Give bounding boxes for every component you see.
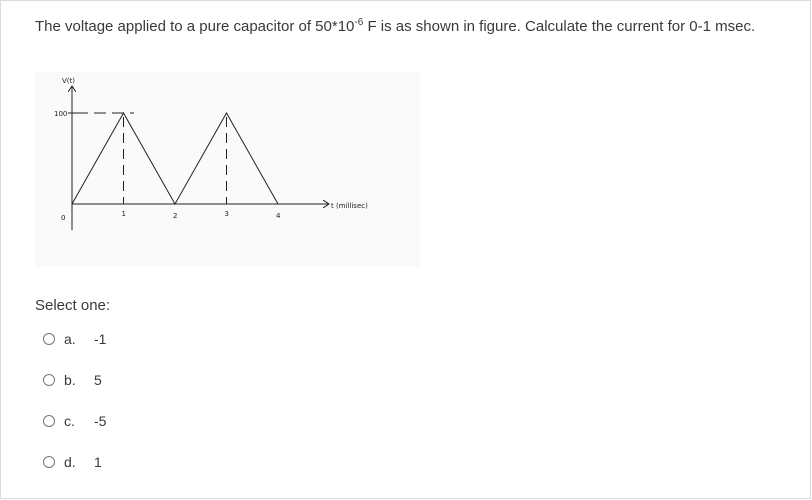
option-b[interactable]	[43, 370, 102, 390]
waveform-svg	[35, 72, 420, 267]
radio-icon[interactable]	[43, 374, 55, 386]
option-b-letter: b.	[64, 372, 76, 388]
question-text-end: F is as shown in figure. Calculate the current for 0-1 msec.	[363, 18, 756, 35]
radio-icon[interactable]	[43, 333, 55, 345]
question-exponent: -6	[354, 17, 364, 28]
question-text	[35, 13, 775, 40]
voltage-waveform-line	[72, 113, 278, 204]
x-tick-labels	[122, 210, 282, 220]
option-c-letter: c.	[64, 413, 75, 429]
select-one-label: Select one:	[35, 297, 111, 314]
y-axis-label: V(t)	[62, 77, 75, 85]
radio-icon[interactable]	[43, 456, 55, 468]
x-tick-label: 3	[224, 210, 229, 218]
x-tick-label: 4	[276, 212, 281, 220]
origin-label: 0	[61, 214, 66, 222]
option-d-value: 1	[94, 454, 102, 470]
option-c[interactable]	[43, 411, 106, 431]
option-a-value: -1	[94, 331, 107, 347]
question-text-start: The voltage applied to a pure capacitor of 50*10	[35, 18, 355, 35]
option-a[interactable]	[43, 329, 106, 349]
option-a-letter: a.	[64, 331, 76, 347]
x-tick-label: 2	[173, 212, 178, 220]
x-tick-label: 1	[121, 210, 126, 218]
radio-icon[interactable]	[43, 415, 55, 427]
option-b-value: 5	[94, 372, 102, 388]
y-tick-label-100: 100	[54, 110, 68, 118]
voltage-waveform-figure	[35, 72, 420, 267]
option-d[interactable]	[43, 452, 102, 472]
x-axis-label: t (millisec)	[331, 202, 368, 210]
option-c-value: -5	[94, 413, 107, 429]
option-d-letter: d.	[64, 454, 76, 470]
